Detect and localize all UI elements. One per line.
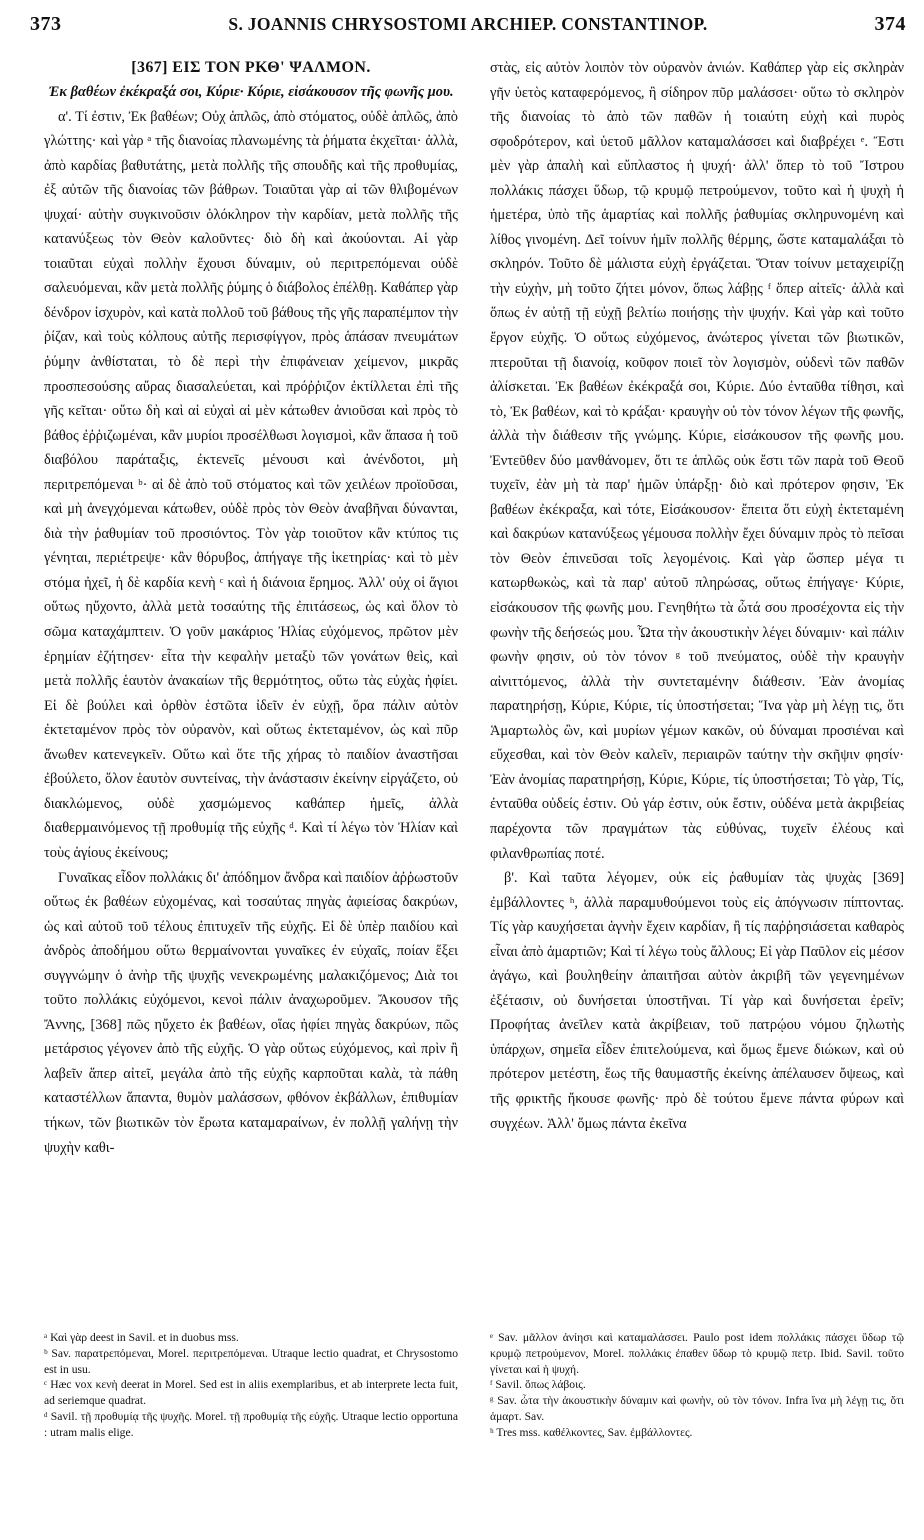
footnote: ᶜ Hæc vox κενὴ deerat in Morel. Sed est in aliis exemplaribus, et ab interprete lecta fuit, ad seriemque quadrat. — [44, 1378, 458, 1408]
running-header — [30, 6, 906, 42]
footnotes-left — [44, 1330, 458, 1441]
psalm-verse: Ἐκ βαθέων ἐκέκραξά σοι, Κύριε· Κύριε, εἰσάκουσον τῆς φωνῆς μου. — [48, 84, 454, 100]
footnote: ᵍ Sav. ὦτα τὴν ἀκουστικὴν δύναμιν καὶ φωνὴν, οὐ τὸν τόνον. Infra ἵνα μὴ λέγῃ τις, ὅτι ἁμαρτ. Sav. — [490, 1394, 904, 1423]
footnote: ᵈ Savil. τῇ προθυμίᾳ τῆς ψυχῆς. Morel. τῇ προθυμίᾳ τῆς εὐχῆς. Utraque lectio opportuna : utram malis elige. — [44, 1409, 458, 1439]
paragraph: στὰς, εἰς αὐτὸν λοιπὸν τὸν οὐρανὸν ἀνιών. Καθάπερ γὰρ εἰς σκληρὰν γῆν ὑετὸς καταφερόμενος, ἢ σίδηρον πῦρ μαλάσσει· οὕτω τὸ σκληρὸν τῆς διανοίας τὸ ἀπὸ τῶν παθῶν ἡ τοιαύτη εὐχὴ καὶ πυρὸς σφοδρότερον, καὶ ὑετοῦ μᾶλλον καταμαλάσσει καὶ διαβρέχει ᵉ. Ἔστι μὲν γὰρ ἁπαλὴ καὶ εὔπλαστος ἡ ψυχή· ἀλλ' ὅπερ τὸ τοῦ Ἴστρου πολλάκις πάσχει ὕδωρ, τῷ κρυμῷ πετρούμενον, τοῦτο καὶ ἡ ψυχὴ ἡ ἡμετέρα, ὑπὸ τῆς ἁμαρτίας καὶ πολλῆς ῥαθυμίας σκληρυνομένη καὶ λίθος γινομένη. Δεῖ τοίνυν ἡμῖν πολλῆς θέρμης, ὥστε καταμαλάξαι τὸ σκληρόν. Τοῦτο δὲ μάλιστα εὐχὴ ἐργάζεται. Ὅταν τοίνυν μεταχειρίζῃ τὴν εὐχὴν, μὴ τοῦτο ζήτει μόνον, ὅπως λάβῃς ᶠ ὅπερ αἰτεῖς· ἀλλὰ καὶ ὅπως ἐν αὐτῇ τῇ εὐχῇ βελτίω ποιήσῃς τὴν ψυχήν. Καὶ γὰρ καὶ τοῦτο ἔργον εὐχῆς. Ὁ οὕτως εὐχόμενος, ἀνώτερος γίνεται τῶν βιωτικῶν, πτεροῦται τῇ διανοίᾳ, κοῦφον ποιεῖ τὸν λογισμὸν, οὐδενὶ τῶν παθῶν ἁλίσκεται. Ἐκ βαθέων ἐκέκραξά σοι, Κύριε. Δύο ἐνταῦθα τίθησι, καὶ τὸ, Ἐκ βαθέων, καὶ τὸ κράξαι· κραυγὴν οὐ τὸν τόνον λέγων τῆς φωνῆς, ἀλλὰ τὴν διάθεσιν τῆς γνώμης. Κύριε, εἰσάκουσον τῆς φωνῆς μου. Ἐντεῦθεν δύο μανθάνομεν, ὅτι τε ἁπλῶς οὐκ ἔστι τῶν παρὰ τοῦ Θεοῦ τυχεῖν, ἐὰν μὴ τὰ παρ' ἡμῶν ὑπάρξῃ· διὸ καὶ πρότερον φησιν, Ἐκ βαθέων ἐκέκραξα, καὶ τότε, Εἰσάκουσον· ἔπειτα ὅτι εὐχὴ ἐκτεταμένη καὶ δακρύων κατανύξεως γέμουσα πολλὴν ἔχει δύναμιν πρὸς τὸ πεῖσαι τὸν Θεὸν ἐπινεῦσαι τοῖς λεγομένοις. Καὶ γὰρ ὥσπερ μέγα τι κατωρθωκὼς, καὶ τὰ παρ' αὐτοῦ πληρώσας, οὕτως ἐπήγαγε· Κύριε, εἰσάκουσον τῆς φωνῆς μου. Γενηθήτω τὰ ὦτά σου προσέχοντα εἰς τὴν φωνὴν τῆς δεήσεώς μου. Ὦτα τὴν ἀκουστικὴν λέγει δύναμιν· καὶ πάλιν φωνὴν φησιν, οὐ τὸν τόνον ᵍ τοῦ πνεύματος, οὐδὲ τὴν κραυγὴν αἰνιττόμενος, ἀλλὰ τὴν συντεταμένην διάθεσιν. Ἐὰν ἀνομίας παρατηρήσῃ, Κύριε, Κύριε, τίς ὑποστήσεται; Ἵνα γὰρ μὴ λέγῃ τις, ὅτι Ἁμαρτωλὸς ὢν, καὶ μυρίων γέμων κακῶν, οὐ δύναμαι προσιέναι καὶ εὔχεσθαι, καὶ τὸν Θεὸν καλεῖν, περιαιρῶν ταύτην τὴν σκῆψιν φησίν· Ἐὰν ἀνομίας παρατηρήσῃ, Κύριε, Κύριε, τίς ὑποστήσεται; Τὸ γὰρ, Τίς, ἐνταῦθα οὐδείς ἐστιν. Οὐ γάρ ἐστιν, οὐκ ἔστιν, οὐδένα μετὰ ἀκριβείας παρέχοντα τῶν πραγμάτων τὰς εὐθύνας, τυχεῖν ἐλέους καὶ φιλανθρωπίας ποτέ. — [490, 60, 904, 862]
footnote: ᵇ Sav. παρατρεπόμεναι, Morel. περιτρεπόμεναι. Utraque lectio quadrat, et Chrysostomo est in usu. — [44, 1346, 458, 1376]
page-number-right: 374 — [874, 12, 906, 35]
left-column — [44, 56, 458, 1160]
footnote: ᶠ Savil. ὅπως λάβοις. — [490, 1378, 586, 1392]
paragraph: β'. Καὶ ταῦτα λέγομεν, οὐκ εἰς ῥαθυμίαν τὰς ψυχὰς [369] ἐμβάλλοντες ʰ, ἀλλὰ παραμυθούμενοι τοὺς εἰς ἀπόγνωσιν πίπτοντας. Τίς γὰρ καυχήσεται ἁγνὴν ἔχειν καρδίαν, ἢ τίς παῤῥησιάσεται καθαρὸς εἶναι ἀπὸ ἁμαρτιῶν; Καὶ τί λέγω τοὺς ἄλλους; Εἰ γὰρ Παῦλον εἰς μέσον ἀγάγω, καὶ βουληθείην ἀπαιτῆσαι αὐτὸν ἀκριβῆ τῶν γεγενημένων ἐξέτασιν, οὐ δυνήσεται ὑποστῆναι. Τί γὰρ καὶ δυνήσεται ἐρεῖν; Προφήτας ἀνεῖλεν κατὰ ἀκρίβειαν, τοῦ πατρῴου νόμου ζηλωτὴς ὑπάρχων, σημεῖα εἶδεν ἐπιτελούμενα, καὶ ὅμως ἔμενε διώκων, καὶ οὐ πρότερον μετέστη, ἕως τῆς θαυμαστῆς ἐκείνης ἀπέλαυσεν ὄψεως, καὶ τῆς φρικτῆς ἤκουσε φωνῆς· πρὸ δὲ τούτου ἔμενε πάντα φύρων καὶ συγχέων. Ἀλλ' ὅμως πάντα ἐκεῖνα — [490, 870, 905, 1132]
page-number-left: 373 — [30, 12, 62, 35]
footnote: ᵃ Καὶ γὰρ deest in Savil. et in duobus mss. — [44, 1331, 239, 1344]
right-column — [490, 56, 904, 1136]
footnote: ʰ Tres mss. καθέλκοντες, Sav. ἐμβάλλοντες. — [490, 1425, 693, 1439]
homily-heading: [367] ΕΙΣ ΤΟΝ ΡΚΘ' ΨΑΛΜΟΝ. — [131, 59, 371, 76]
running-title: S. JOANNIS CHRYSOSTOMI ARCHIEP. CONSTANTINOP. — [228, 13, 708, 34]
paragraph: α'. Τί ἐστιν, Ἐκ βαθέων; Οὐχ ἁπλῶς, ἀπὸ στόματος, οὐδὲ ἁπλῶς, ἀπὸ γλώττης· καὶ γὰρ ᵃ τῆς διανοίας πλανωμένης τὰ ῥήματα ἐκχεῖται· ἀλλὰ, ἀπὸ καρδίας βαθυτάτης, μετὰ πολλῆς τῆς σπουδῆς καὶ τῆς προθυμίας, ἐξ αὐτῶν τῆς διανοίας τῶν βάθρων. Τοιαῦται γὰρ αἱ τῶν θλιβομένων ψυχαί· αὐτὴν συγκινοῦσιν ὁλόκληρον τὴν καρδίαν, μετὰ πολλῆς τῆς κατανύξεως τὸν Θεὸν καλοῦντες· διὸ δὴ καὶ ἀκούονται. Αἱ γὰρ τοιαῦται εὐχαὶ πολλὴν ἔχουσι δύναμιν, οὐ περιτρεπόμεναι οὐδὲ σαλευόμεναι, κἂν μετὰ πολλῆς ῥύμης ὁ διάβολος ἐπέλθῃ. Καθάπερ γὰρ δένδρον ἰσχυρὸν, καὶ κατὰ πολλοῦ τοῦ βάθους τῆς γῆς παραπέμπον τὴν ῥίζαν, καὶ τοὺς κόλπους αὐτῆς περισφίγγον, πρὸς ἁπάσαν πνευμάτων ῥύμην ἀνθίσταται, τὸ δὲ περὶ τὴν ἐπιφάνειαν χείμενον, μικρᾶς προσπεσούσης αὔρας διασαλεύεται, καὶ πρόῤῥιζον ἐκτίλλεται ἐπὶ τῆς γῆς κεῖται· οὕτω δὴ καὶ αἱ εὐχαὶ αἱ μὲν κάτωθεν ἀνιοῦσαι καὶ πρὸς τὸ βάθος ἐῤῥιζωμέναι, κἂν μυρίοι προσέλθωσι λογισμοὶ, κἂν ἅπασα ἡ τοῦ διαβόλου παράταξις, ἐκτενεῖς μένουσι καὶ ἀνένδοτοι, μὴ περιτρεπόμεναι ᵇ· αἱ δὲ ἀπὸ τοῦ στόματος καὶ τῶν χειλέων προϊοῦσαι, καὶ μὴ ἀνεγχόμεναι κάτωθεν, οὐδὲ πρὸς τὸν Θεὸν ἀναβῆναι δύνανται, διὰ τὴν ῥαθυμίαν τοῦ προσιόντος. Τὸν γὰρ τοιοῦτον κἂν κτύπος τις γένηται, περιέτρεψε· κἂν θόρυβος, ἀπήγαγε τῆς ἱκετηρίας· καὶ τὸ μὲν στόμα ἠχεῖ, ἡ δὲ καρδία κενὴ ᶜ καὶ ἡ διάνοια ἔρημος. Ἀλλ' οὐχ οἱ ἅγιοι οὕτως ηὔχοντο, ἀλλὰ μετὰ τοσαύτης τῆς ἐπιτάσεως, ὡς καὶ ὅλον τὸ σῶμα καταχάμπτειν. Ὁ γοῦν μακάριος Ἠλίας εὐχόμενος, πρῶτον μὲν ἐρημίαν ἐζήτησεν· εἶτα τὴν κεφαλὴν μεταξὺ τῶν γονάτων θεὶς, καὶ μετὰ πολλῆς ἑαυτὸν ἀνακαίων τῆς θερμότητος, οὕτω τὰς εὐχὰς ἠφίει. Εἰ δὲ βούλει καὶ ὀρθὸν ἑστῶτα ἰδεῖν ἐν εὐχῇ, ὅρα πάλιν αὐτὸν ἐκτεταμένον πρὸς τὸν οὐρανὸν, καὶ οὕτως ἐκτεταμένον, ὡς καὶ πῦρ ἄνωθεν κατενεγκεῖν. Οὕτω καὶ ὅτε τῆς χήρας τὸ παιδίον ἀναστῆσαι ἐβούλετο, ὅλον ἑαυτὸν συντείνας, τὴν ἀνάστασιν ἐκείνην εἰργάζετο, οὐ διακλώμενος, οὐδὲ χασμώμενος καθάπερ ἡμεῖς, ἀλλὰ διαθερμαινόμενος τῇ προθυμίᾳ τῆς εὐχῆς ᵈ. Καὶ τί λέγω τὸν Ἠλίαν καὶ τοὺς ἁγίους ἐκείνους; — [44, 108, 458, 861]
footnote: ᵉ Sav. μᾶλλον ἀνίησι καὶ καταμαλάσσει. Paulo post idem πολλάκις πάσχει ὕδωρ τῷ κρυμῷ πετρούμενον, Morel. πολλάκις ἐπαθεν ὕδωρ τὸ κρυμῷ πετρ. Ibid. Savil. τοῦτο γίνεται καὶ ἡ ψυχή. — [490, 1331, 904, 1376]
footnotes-right — [490, 1330, 904, 1441]
paragraph: Γυναῖκας εἶδον πολλάκις δι' ἀπόδημον ἄνδρα καὶ παιδίον ἀῤῥωστοῦν οὕτως ἐκ βαθέων εὐχομένας, καὶ τοσαύτας πηγὰς ἀφιείσας δακρύων, ὡς καὶ αὐτοῦ τοῦ τέλους ἐπιτυχεῖν τῆς εὐχῆς. Εἰ δὲ ὑπὲρ παιδίου καὶ ἀνδρὸς ἀποδήμου οὕτω θερμαίνονται γυναῖκες ἐν εὐχαῖς, ποίαν ἕξει συγγνώμην ὁ ἀνὴρ τῆς ψυχῆς νενεκρωμένης μαλακιζόμενος; Διὰ τοι τοῦτο πολλάκις εὐχόμενοι, κενοὶ πάλιν ἀναχωροῦμεν. Ἄκουσον τῆς Ἄννης, [368] πῶς ηὔχετο ἐκ βαθέων, οἵας ἠφίει πηγὰς δακρύων, πῶς μετάρσιος γέγονεν ἀπὸ τῆς εὐχῆς. Ὁ γὰρ οὕτως εὐχόμενος, καὶ πρὶν ἢ λαβεῖν ἅπερ αἰτεῖ, μεγάλα ἀπὸ τῆς εὐχῆς καρποῦται καλὰ, τὰ πάθη καταστέλλων ἅπαντα, θυμὸν μαλάσσων, φθόνον ἐκβάλλων, ἐπιθυμίαν τήκων, τῶν βιωτικῶν τὸν ἔρωτα καταμαραίνων, ἐν πολλῇ γαλήνῃ τὴν ψυχὴν καθι- — [44, 869, 458, 1156]
